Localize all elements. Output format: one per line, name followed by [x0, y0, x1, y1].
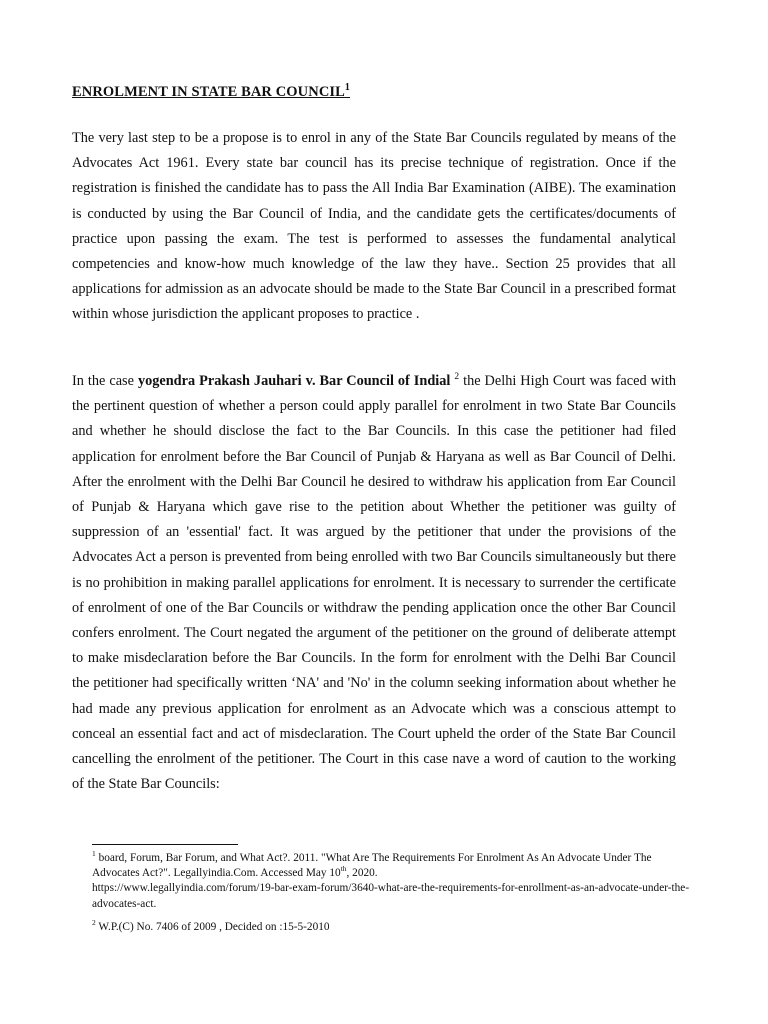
footnote-2-marker: 2 — [92, 918, 96, 928]
footnote-divider — [92, 844, 238, 845]
paragraph-case-discussion — [72, 369, 676, 797]
case-name: yogendra Prakash Jauhari v. Bar Council of Indial — [137, 373, 451, 389]
case-body: the Delhi High Court was faced with the pertinent question of whether a person could apply parallel for enrolment in two State Bar Councils and whether he should disclose the fact to the Bar Councils. In this case the petitioner had filed application for enrolment before the Bar Council of Punjab & Haryana as well as Bar Council of Delhi. After the enrolment with the Delhi Bar Council he desired to withdraw his application from Ear Council of Punjab & Haryana which gave rise to the petition about Whether the petitioner was guilty of suppression of an 'essential' fact. It was argued by the petitioner that under the provisions of the Advocates Act a person is prevented from being enrolled with two Bar Councils simultaneously but there is no prohibition in making parallel applications for enrolment. It is necessary to surrender the certificate of enrolment of one of the Bar Councils or withdraw the pending application once the other Bar Council confers enrolment. The Court negated the argument of the petitioner on the ground of deliberate attempt to make misdeclaration before the Bar Councils. In the form for enrolment with the Delhi Bar Council the petitioner had specifically written ‘NA' and 'No' in the column seeking information about whether he had made any previous application for enrolment as an Advocate which was a conscious attempt to conceal an essential fact and act of misdeclaration. The Court upheld the order of the State Bar Council cancelling the enrolment of the petitioner. The Court in this case nave a word of caution to the working of the State Bar Councils: — [72, 373, 677, 793]
footnote-2 — [92, 920, 692, 935]
footnote-1-citation: board, Forum, Bar Forum, and What Act?. 2011. "What Are The Requirements For Enrolment As An Advocate Under The Advocates Act?". Legallyindia.Com. Accessed May 10 — [92, 852, 652, 880]
paragraph-enrolment-steps: The very last step to be a propose is to enrol in any of the State Bar Councils regulated by means of the Advocates Act 1961. Every state bar council has its precise technique of registration. Once if the registration is finished the candidate has to pass the All India Bar Examination (AIBE). The examination is conducted by using the Bar Council of India, and the candidate gets the certificates/documents of practice upon passing the exam. The test is performed to assesses the fundamental analytical competencies and know-how much knowledge of the law they have.. Section 25 provides that all applications for admission as an advocate should be made to the State Bar Council in a prescribed format within whose jurisdiction the applicant proposes to practice . — [72, 130, 676, 323]
section-heading — [72, 84, 350, 101]
footnote-2-citation: W.P.(C) No. 7406 of 2009 , Decided on :15-5-2010 — [95, 921, 330, 933]
case-footnote-ref[interactable]: 2 — [454, 372, 460, 383]
footnote-1-ordinal: th — [340, 864, 347, 874]
heading-footnote-ref[interactable]: 1 — [344, 82, 351, 94]
footnote-1-date-end: , 2020. — [346, 867, 378, 880]
case-lead: In the case — [72, 373, 138, 389]
footnote-1 — [92, 851, 692, 912]
footnote-1-marker: 1 — [92, 849, 96, 859]
footnote-1-url[interactable]: https://www.legallyindia.com/forum/19-bar-exam-forum/3640-what-are-the-requirements-for-enrollment-as-an-advocate-under-the-advocates-act. — [92, 882, 690, 910]
heading-text: ENROLMENT IN STATE BAR COUNCIL — [72, 84, 345, 100]
